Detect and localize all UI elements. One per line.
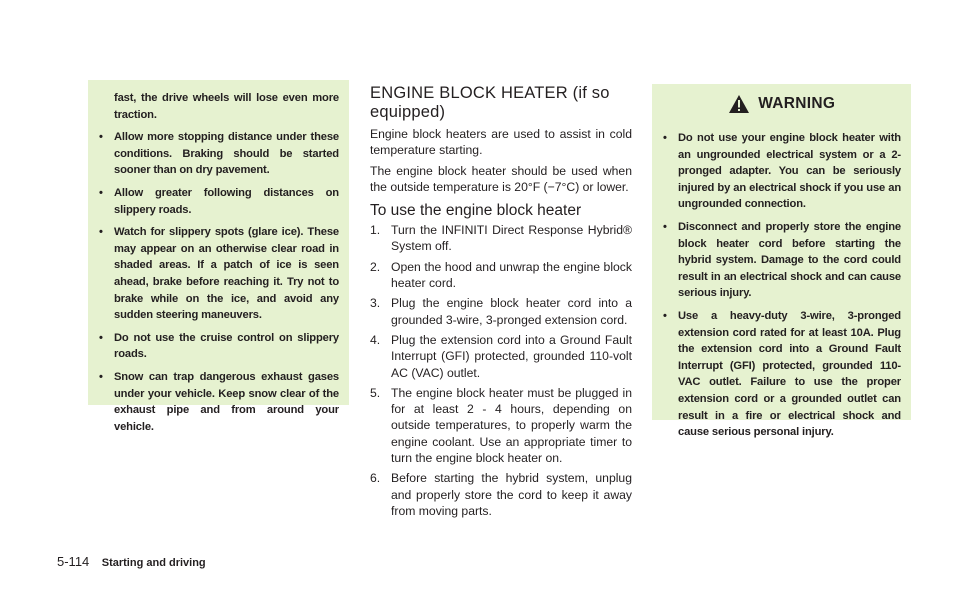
step-item (370, 332, 632, 381)
list-item: • Use a heavy-duty 3-wire, 3-pronged extension cord rated for at least 10A. Plug the extension cord into a Ground Fault Interrupt (GFI) protected, grounded 110-VAC outlet. Failure to use the proper extension cord or a grounded outlet can result in a fire or electrical shock and cause serious personal injury. (663, 309, 901, 439)
step-item (370, 470, 632, 519)
step-text: Plug the engine block heater cord into a grounded 3-wire, 3-pronged extension cord. (391, 296, 632, 327)
paragraph: Engine block heaters are used to assist in cold temperature starting. (370, 127, 632, 158)
bullet-icon: • (663, 309, 667, 322)
bullet-icon: • (99, 131, 103, 144)
step-item (370, 259, 632, 292)
step-item (370, 222, 632, 255)
step-number: 3. (370, 296, 381, 311)
list-item: • Do not use the cruise control on slippery roads. (99, 331, 339, 361)
bullet-icon: • (663, 132, 667, 144)
page-number: 5-114 (57, 554, 90, 569)
driving-tips-list (98, 129, 339, 435)
paragraph: The engine block heater should be used when the outside temperature is 20°F (−7°C) or lower. (370, 163, 632, 194)
step-number: 4. (370, 332, 381, 347)
warning-header (662, 94, 901, 116)
page-footer (57, 553, 206, 571)
step-text: Turn the INFINITI Direct Response Hybrid® System off. (391, 223, 632, 254)
subsection-title: To use the engine block heater (370, 202, 582, 220)
list-item: • Allow more stopping distance under these conditions. Braking should be started sooner than on dry pavement. (99, 131, 339, 177)
continued-text: fast, the drive wheels will lose even more traction. (114, 92, 339, 121)
bullet-icon: • (99, 331, 103, 344)
list-item: • Allow greater following distances on slippery roads. (99, 186, 339, 216)
warning-list (662, 130, 901, 441)
step-number: 6. (370, 471, 381, 486)
driving-tips-box (88, 80, 349, 433)
step-text: The engine block heater must be plugged in for at least 2 - 4 hours, depending on outside temperatures, to properly warm the engine coolant. Use an appropriate timer to turn the engine block heater on. (391, 385, 632, 466)
step-item (370, 295, 632, 328)
list-item: • Disconnect and properly store the engine block heater cord before starting the hybrid system. Damage to the cord could result in an electrical shock and can cause serious injury. (663, 220, 901, 300)
bullet-icon: • (99, 370, 103, 383)
steps-list (370, 222, 632, 519)
warning-triangle-icon (728, 94, 750, 114)
step-text: Before starting the hybrid system, unplug and properly store the cord to keep it away from moving parts. (391, 471, 632, 518)
engine-block-heater-section (370, 84, 632, 523)
step-item (370, 385, 632, 466)
bullet-icon: • (99, 226, 103, 239)
list-item: • Do not use your engine block heater with an ungrounded electrical system or a 2-pronged adapter. You can be seriously injured by an electrical shock if you use an ungrounded connection. (663, 132, 901, 211)
step-text: Open the hood and unwrap the engine block heater cord. (391, 259, 632, 291)
bullet-icon: • (99, 186, 103, 199)
step-number: 1. (370, 223, 381, 238)
section-name: Starting and driving (101, 557, 206, 569)
step-text: Plug the extension cord into a Ground Fault Interrupt (GFI) protected, grounded 110-volt AC (VAC) outlet. (391, 332, 632, 380)
list-item: • Watch for slippery spots (glare ice). These may appear on an otherwise clear road in shaded areas. If a patch of ice is seen ahead, brake before reaching it. Try not to brake while on the ice, and avoid any sudden steering maneuvers. (99, 226, 339, 322)
section-title: ENGINE BLOCK HEATER (if so equipped) (370, 84, 610, 121)
bullet-icon: • (663, 220, 667, 233)
warning-box (652, 84, 911, 439)
list-item: • Snow can trap dangerous exhaust gases under your vehicle. Keep snow clear of the exhaust pipe and from around your vehicle. (99, 370, 339, 433)
step-number: 5. (370, 385, 381, 400)
step-number: 2. (370, 259, 381, 274)
warning-title: WARNING (758, 95, 836, 112)
